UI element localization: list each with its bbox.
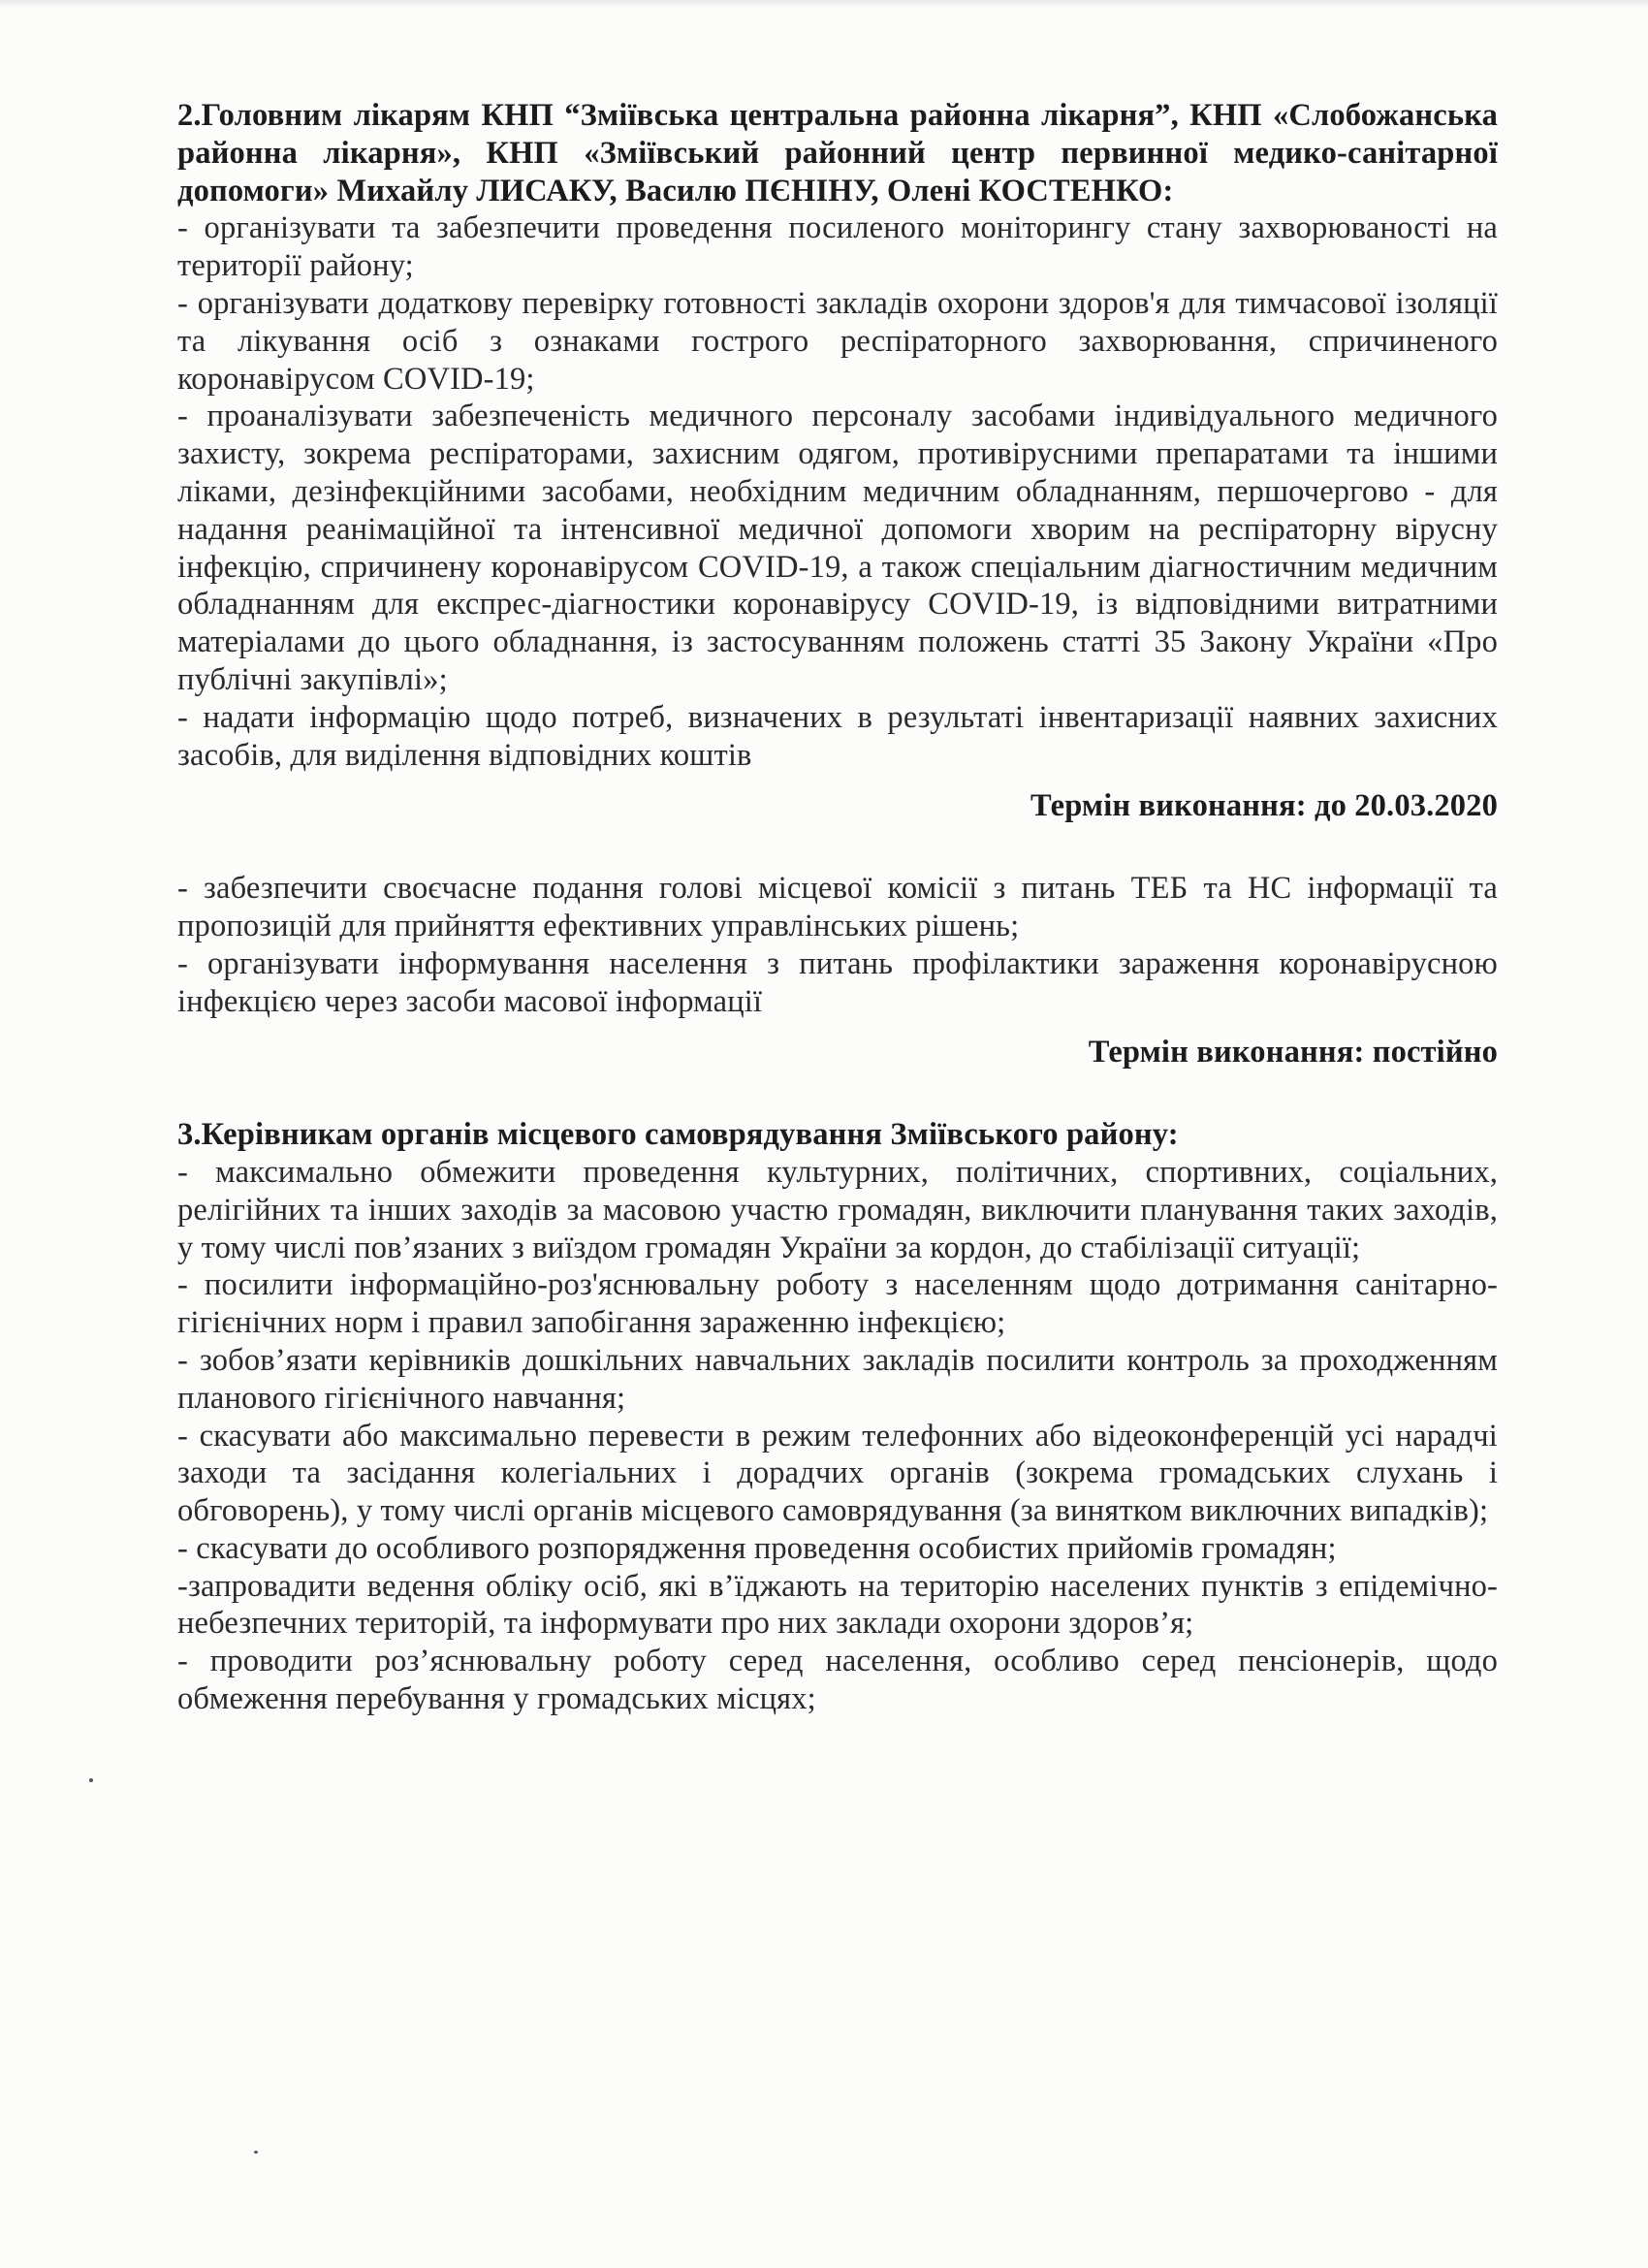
section-3-item-2: - посилити інформаційно-роз'яснювальну роботу з населенням щодо дотримання санітарно-гігієнічних норм і правил запобігання зараженню інфекцією; [177,1267,1498,1341]
section-3-item-3: - зобов’язати керівників дошкільних навчальних закладів посилити контроль за проходженням планового гігієнічного навчання; [177,1342,1498,1416]
section-3-item-4: - скасувати або максимально перевести в режим телефонних або відеоконференцій усі нарадчі заходи та засідання колегіальних і дорадчих органів (зокрема громадських слухань і обговорень), у тому числі органів місцевого самоврядування (за винятком виключних випадків); [177,1418,1498,1529]
scan-edge-shadow [0,0,1648,8]
section-2-item-6: - організувати інформування населення з питань профілактики зараження коронавірусною інфекцією через засоби масової інформації [177,945,1498,1019]
section-2-item-4: - надати інформацію щодо потреб, визначених в результаті інвентаризації наявних захисних засобів, для виділення відповідних коштів [177,699,1498,773]
section-2-item-2: - організувати додаткову перевірку готовності закладів охорони здоров'я для тимчасової ізоляції та лікування осіб з ознаками гострого респіраторного захворювання, спричиненого коронавірусом COVID-19; [177,285,1498,397]
scan-speck [89,1778,93,1782]
section-3-item-1: - максимально обмежити проведення культурних, політичних, спортивних, соціальних, релігійних та інших заходів за масовою участю громадян, виключити планування таких заходів, у тому числі пов’язаних з виїздом громадян України за кордон, до стабілізації ситуації; [177,1154,1498,1265]
section-2-heading: 2.Головним лікарям КНП “Зміївська центральна районна лікарня”, КНП «Слобожанська районна лікарня», КНП «Зміївський районний центр первинної медико-санітарної допомоги» Михайлу ЛИСАКУ, Василю ПЄНІНУ, Олені КОСТЕНКО: [177,98,1498,208]
deadline-date: Термін виконання: до 20.03.2020 [1030,788,1498,824]
section-3-item-7: - проводити роз’яснювальну роботу серед населення, особливо серед пенсіонерів, щодо обмеження перебування у громадських місцях; [177,1644,1498,1717]
section-2-item-5: - забезпечити своєчасне подання голові місцевої комісії з питань ТЕБ та НС інформації та пропозицій для прийняття ефективних управлінських рішень; [177,871,1498,943]
section-3-heading: 3.Керівникам органів місцевого самоврядування Зміївського району: [177,1117,1179,1153]
section-2-item-1: - організувати та забезпечити проведення посиленого моніторингу стану захворюваності на території району; [177,210,1498,284]
section-3-item-6: -запровадити ведення обліку осіб, які в’їджають на територію населених пунктів з епідемічно-небезпечних територій, та інформувати про них заклади охорони здоров’я; [177,1568,1498,1642]
section-2-item-3: - проаналізувати забезпеченість медичного персоналу засобами індивідуального медичного захисту, зокрема респіраторами, захисним одягом, противірусними препаратами та іншими ліками, дезінфекційними засобами, необхідним медичним обладнанням, першочергово - для надання реанімаційної та інтенсивної медичної допомоги хворим на респіраторну вірусну інфекцію, спричинену коронавірусом COVID-19, а також спеціальним діагностичним медичним обладнанням для експрес-діагностики коронавірусу COVID-19, із відповідними витратними матеріалами до цього обладнання, із застосуванням положень статті 35 Закону України «Про публічні закупівлі»; [177,399,1498,697]
scan-speck [254,2151,258,2154]
deadline-permanent: Термін виконання: постійно [1088,1035,1498,1070]
section-3-item-5: - скасувати до особливого розпорядження проведення особистих прийомів громадян; [177,1530,1337,1566]
document-body [177,97,1498,1718]
